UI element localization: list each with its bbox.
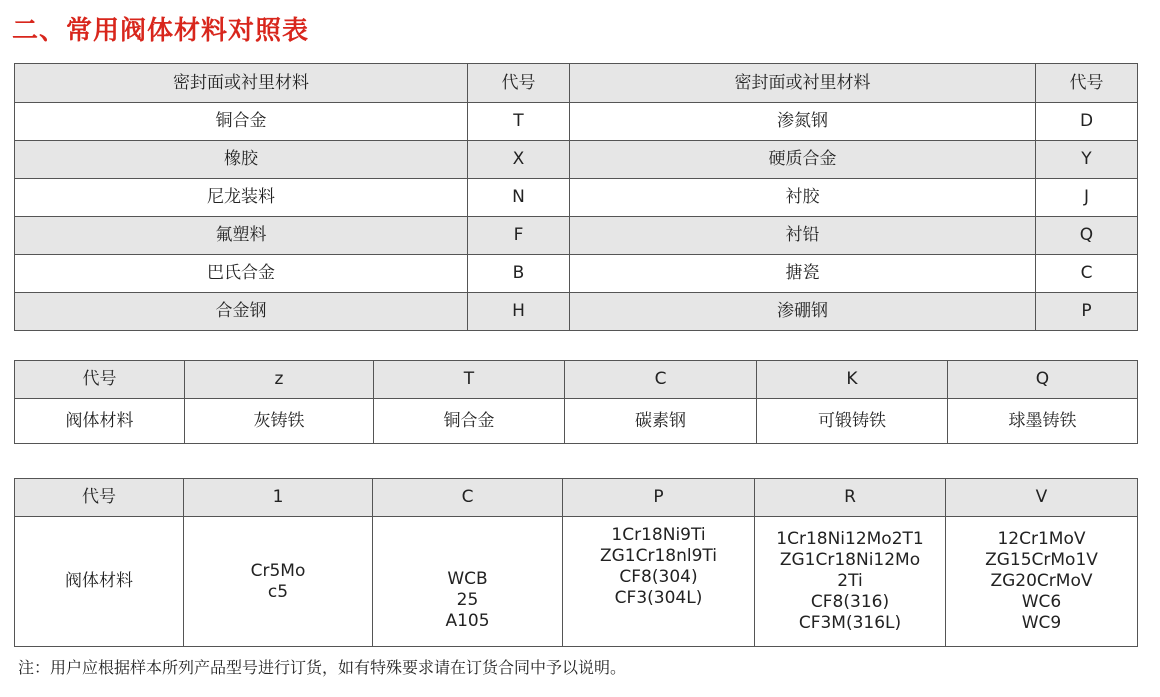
header-cell: Q xyxy=(948,361,1138,399)
header-cell: 代号 xyxy=(468,64,570,103)
code-cell: J xyxy=(1036,179,1138,217)
material-cell: 合金钢 xyxy=(15,293,468,331)
grade-line: A105 xyxy=(445,611,490,631)
material-cell: 铜合金 xyxy=(374,399,565,444)
code-cell: F xyxy=(468,217,570,255)
material-cell: 橡胶 xyxy=(15,141,468,179)
grade-line: CF8(304) xyxy=(619,567,698,587)
table-row xyxy=(15,293,1138,331)
grade-line: 12Cr1MoV xyxy=(997,529,1086,549)
table-row xyxy=(15,141,1138,179)
header-cell: 密封面或衬里材料 xyxy=(15,64,468,103)
material-cell: 球墨铸铁 xyxy=(948,399,1138,444)
grade-line: 1Cr18Ni12Mo2T1 xyxy=(776,529,924,549)
header-cell: 代号 xyxy=(15,479,184,517)
material-cell: 衬胶 xyxy=(570,179,1036,217)
row-label-cell: 阀体材料 xyxy=(15,399,185,444)
table-row xyxy=(15,179,1138,217)
material-cell: 衬铅 xyxy=(570,217,1036,255)
body-material-table-1 xyxy=(14,360,1138,444)
grade-line: CF8(316) xyxy=(810,592,890,612)
table-row xyxy=(15,217,1138,255)
code-cell: H xyxy=(468,293,570,331)
grade-line: CF3M(316L) xyxy=(798,613,902,633)
row-label-cell: 阀体材料 xyxy=(15,517,184,647)
grade-line: Cr5Mo xyxy=(250,560,306,581)
page-title: 二、常用阀体材料对照表 xyxy=(12,16,310,46)
grade-line: WCB xyxy=(447,569,488,589)
code-cell: N xyxy=(468,179,570,217)
grade-cell xyxy=(755,517,946,647)
code-cell: P xyxy=(1036,293,1138,331)
header-cell: 1 xyxy=(184,479,373,517)
code-cell: Q xyxy=(1036,217,1138,255)
table-row xyxy=(15,399,1138,444)
table-row xyxy=(15,103,1138,141)
grade-line: WC6 xyxy=(1021,592,1062,612)
header-cell: V xyxy=(946,479,1138,517)
header-cell: 代号 xyxy=(1036,64,1138,103)
material-cell: 灰铸铁 xyxy=(185,399,374,444)
grade-line: ZG1Cr18Ni12Mo xyxy=(779,550,921,570)
code-cell: B xyxy=(468,255,570,293)
grade-line: ZG15CrMo1V xyxy=(985,550,1098,570)
grade-line: CF3(304L) xyxy=(614,588,703,608)
lining-material-table xyxy=(14,63,1138,331)
grade-line: WC9 xyxy=(1021,613,1062,633)
code-cell: C xyxy=(1036,255,1138,293)
table-header-row xyxy=(15,64,1138,103)
material-cell: 氟塑料 xyxy=(15,217,468,255)
grade-line: 1Cr18Ni9Ti xyxy=(611,525,706,545)
material-cell: 巴氏合金 xyxy=(15,255,468,293)
grade-line: 25 xyxy=(456,590,479,610)
header-cell: K xyxy=(757,361,948,399)
grade-line: ZG20CrMoV xyxy=(990,571,1093,591)
grade-line: 2Ti xyxy=(837,571,863,591)
header-cell: T xyxy=(374,361,565,399)
grade-cell xyxy=(946,517,1138,647)
material-cell: 硬质合金 xyxy=(570,141,1036,179)
table-header-row xyxy=(15,479,1138,517)
body-material-table-2 xyxy=(14,478,1138,647)
material-cell: 铜合金 xyxy=(15,103,468,141)
table-row xyxy=(15,517,1138,647)
material-cell: 搪瓷 xyxy=(570,255,1036,293)
header-cell: P xyxy=(563,479,755,517)
material-cell: 渗氮钢 xyxy=(570,103,1036,141)
material-cell: 尼龙装料 xyxy=(15,179,468,217)
grade-line: c5 xyxy=(267,581,289,602)
grade-cell xyxy=(373,517,563,647)
header-cell: R xyxy=(755,479,946,517)
header-cell: C xyxy=(373,479,563,517)
header-cell: z xyxy=(185,361,374,399)
grade-cell xyxy=(184,517,373,647)
code-cell: X xyxy=(468,141,570,179)
footnote: 注：用户应根据样本所列产品型号进行订货，如有特殊要求请在订货合同中予以说明。 xyxy=(18,658,627,677)
grade-line: ZG1Cr18nl9Ti xyxy=(599,546,718,566)
material-cell: 碳素钢 xyxy=(565,399,757,444)
code-cell: Y xyxy=(1036,141,1138,179)
header-cell: 代号 xyxy=(15,361,185,399)
table-header-row xyxy=(15,361,1138,399)
material-cell: 渗硼钢 xyxy=(570,293,1036,331)
code-cell: T xyxy=(468,103,570,141)
header-cell: C xyxy=(565,361,757,399)
material-cell: 可锻铸铁 xyxy=(757,399,948,444)
code-cell: D xyxy=(1036,103,1138,141)
table-row xyxy=(15,255,1138,293)
grade-cell xyxy=(563,517,755,647)
header-cell: 密封面或衬里材料 xyxy=(570,64,1036,103)
